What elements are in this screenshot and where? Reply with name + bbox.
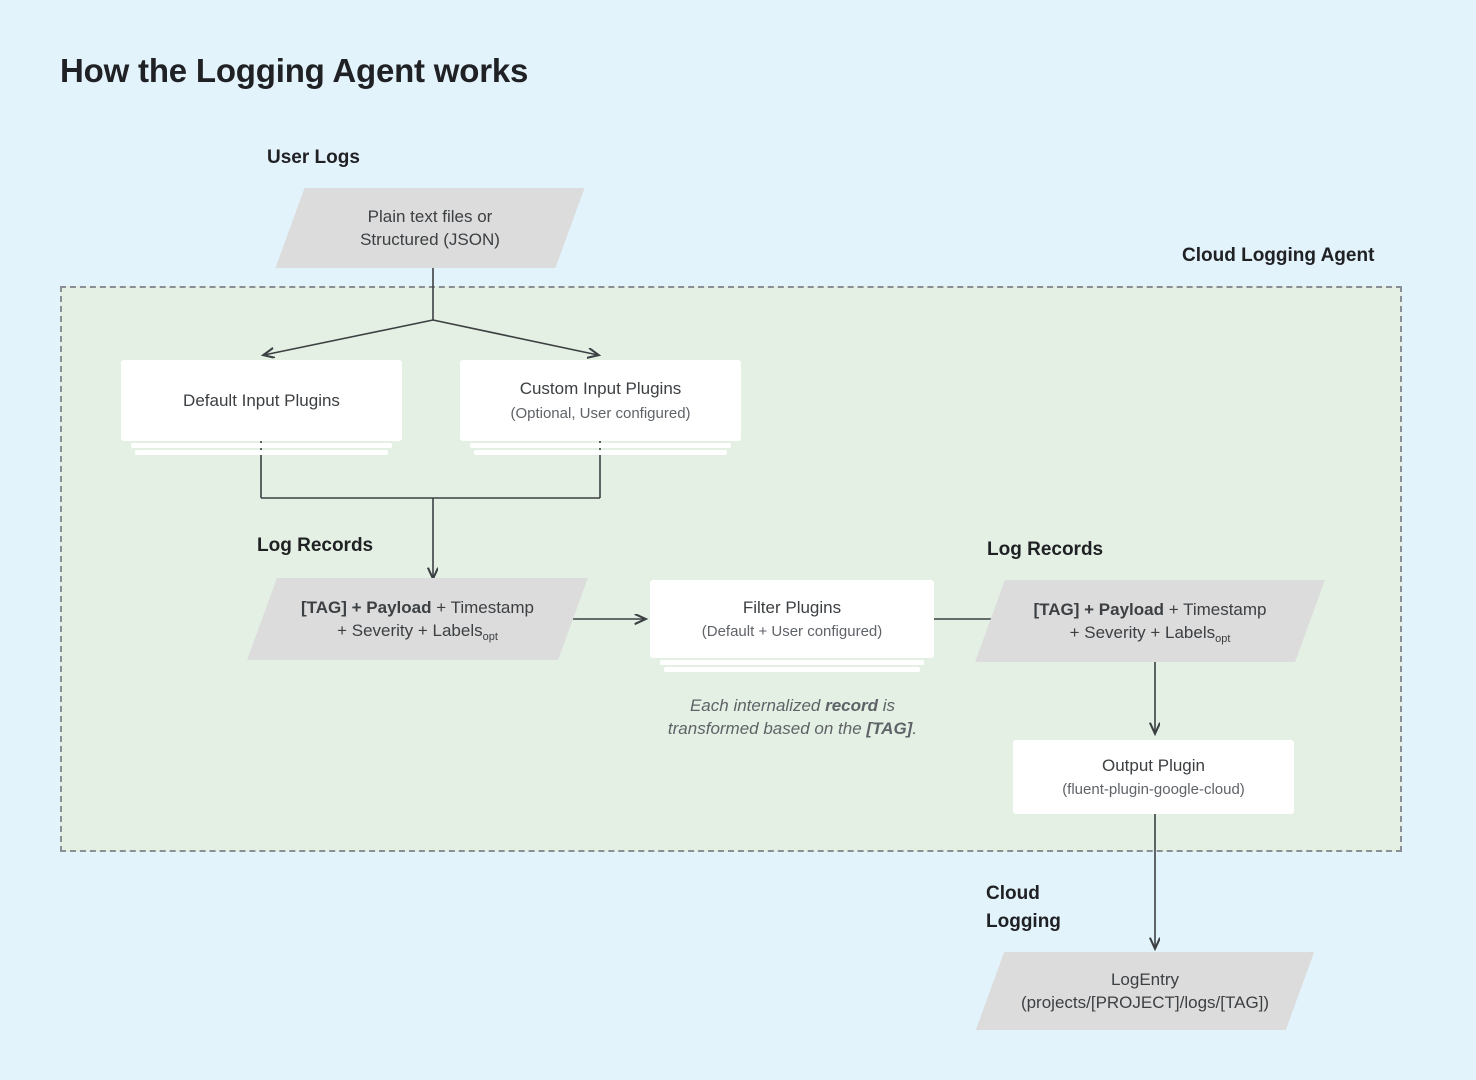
log-record-right-opt: opt [1215, 633, 1231, 645]
node-default-input-plugins[interactable] [121, 360, 402, 441]
label-log-records-right: Log Records [987, 539, 1104, 560]
label-log-records-left: Log Records [257, 535, 374, 556]
filter-plugins-title: Filter Plugins [742, 597, 842, 617]
log-record-right-tag: [TAG] + Payload [1033, 599, 1164, 619]
node-log-record-left [247, 578, 588, 660]
label-cloud-logging-agent: Cloud Logging Agent [1182, 245, 1375, 266]
output-plugin-title: Output Plugin [1101, 755, 1205, 775]
log-record-right-line2-text: + Severity + Labels [1069, 623, 1216, 642]
filter-plugins-subtitle: (Default + User configured) [701, 623, 883, 641]
note-line2-c: . [912, 719, 918, 739]
note-line2-a: transformed based on the [667, 719, 867, 739]
node-custom-input-plugins[interactable] [460, 360, 741, 441]
log-entry-subtitle: (projects/[PROJECT]/logs/[TAG]) [1020, 993, 1270, 1012]
note-line1-c: is [878, 696, 896, 715]
log-record-left-line1 [301, 596, 534, 619]
log-record-left-opt: opt [482, 631, 498, 643]
note-line1-b: record [825, 696, 879, 715]
node-log-record-right [975, 580, 1325, 662]
log-record-left-rest: + Timestamp [431, 597, 535, 617]
node-filter-plugins[interactable] [650, 580, 934, 658]
log-record-right-line1 [1033, 598, 1266, 621]
note-record-transform [620, 694, 965, 741]
log-record-left-line2-text: + Severity + Labels [337, 621, 483, 640]
node-output-plugin[interactable] [1013, 740, 1294, 814]
label-user-logs: User Logs [267, 147, 360, 168]
log-entry-title: LogEntry [1110, 969, 1180, 989]
note-line1 [690, 696, 895, 715]
output-plugin-subtitle: (fluent-plugin-google-cloud) [1062, 781, 1245, 799]
log-record-right-rest: + Timestamp [1164, 599, 1267, 619]
user-logs-source-line1: Plain text files or [367, 206, 493, 226]
default-input-plugins-title: Default Input Plugins [183, 390, 340, 410]
log-record-left-line2 [337, 619, 498, 642]
label-cloud-logging-line2: Logging [986, 910, 1061, 932]
log-record-right-line2 [1070, 621, 1231, 644]
note-line2-b: [TAG] [866, 719, 913, 739]
node-user-logs-source [275, 188, 584, 268]
note-line1-a: Each internalized [689, 696, 826, 715]
user-logs-source-line2: Structured (JSON) [360, 230, 500, 249]
note-line2 [668, 719, 917, 738]
custom-input-plugins-subtitle: (Optional, User configured) [510, 404, 691, 422]
node-log-entry [976, 952, 1314, 1030]
label-cloud-logging [986, 880, 1061, 935]
custom-input-plugins-title: Custom Input Plugins [519, 379, 682, 399]
label-cloud-logging-line1: Cloud [986, 883, 1040, 904]
page-title: How the Logging Agent works [60, 52, 529, 89]
log-record-left-tag: [TAG] + Payload [300, 597, 432, 617]
